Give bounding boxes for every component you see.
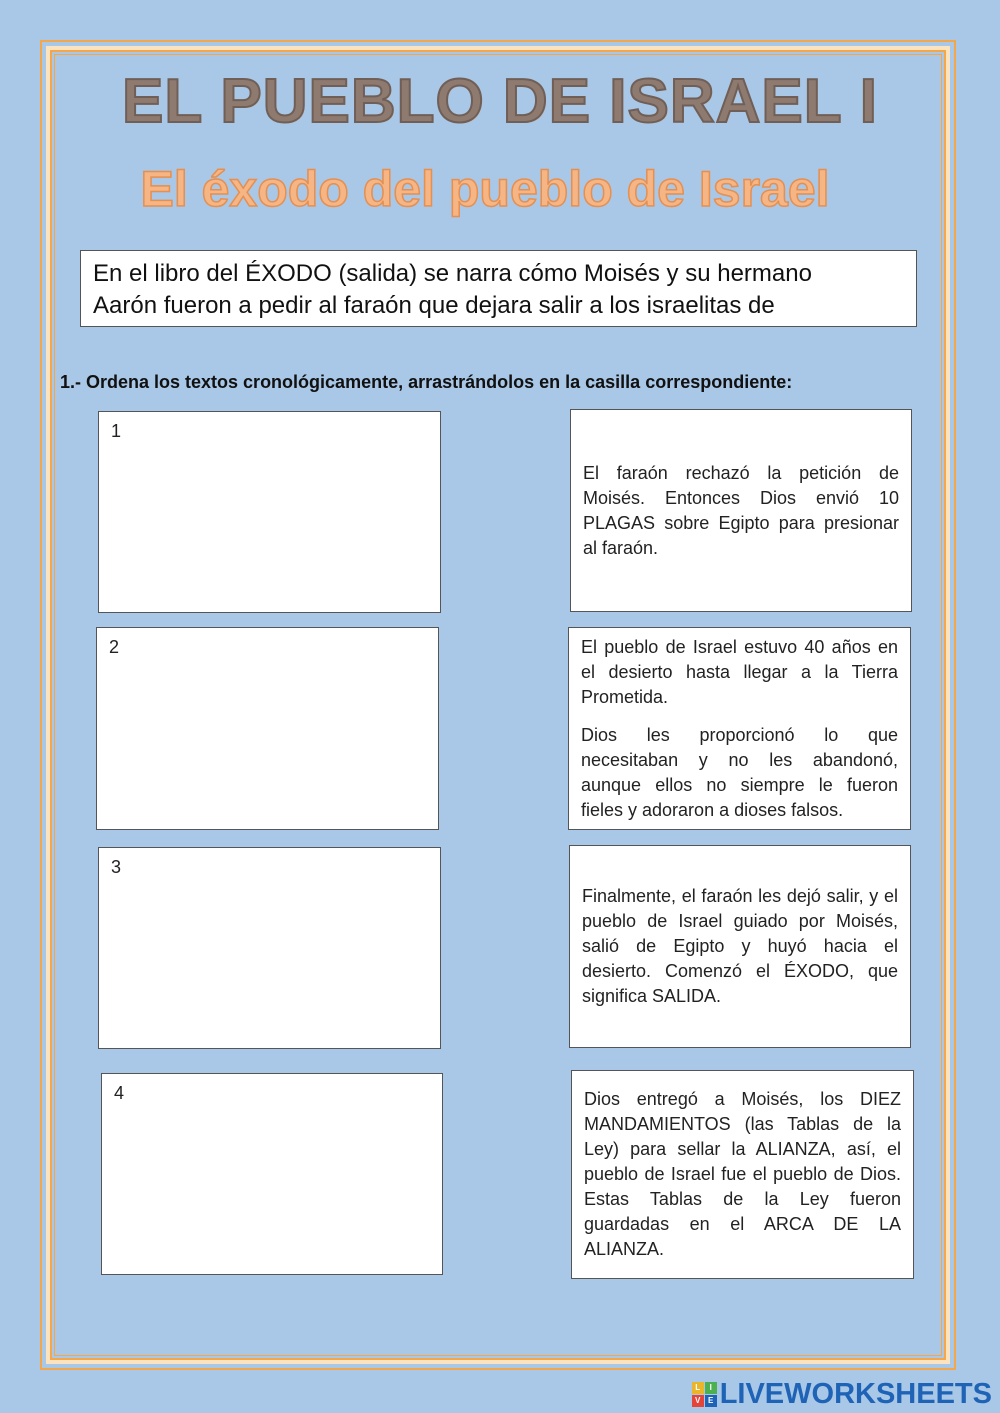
card-text: Dios les proporcionó lo que necesitaban y no les abandonó, aunque ellos no siempre le fueron fieles y adoraron a dioses falsos. bbox=[581, 724, 898, 820]
liveworksheets-logo-icon: L I V E bbox=[692, 1382, 717, 1407]
draggable-card[interactable] bbox=[569, 845, 911, 1048]
card-text: Dios entregó a Moisés, los DIEZ MANDAMIENTOS (las Tablas de la Ley) para sellar la ALIANZA, así, el pueblo de Israel fue el pueblo de Dios. Estas Tablas de la Ley fueron guardadas en el ARCA DE LA ALIANZA. bbox=[584, 1089, 901, 1259]
draggable-card[interactable] bbox=[571, 1070, 914, 1279]
worksheet-title: EL PUEBLO DE ISRAEL I bbox=[122, 67, 878, 136]
intro-line: Aarón fueron a pedir al faraón que dejara salir a los israelitas de bbox=[93, 292, 775, 319]
intro-text-box bbox=[80, 250, 917, 327]
intro-line: En el libro del ÉXODO (salida) se narra cómo Moisés y su hermano bbox=[93, 260, 812, 287]
liveworksheets-logo bbox=[692, 1379, 992, 1409]
logo-text: LIVEWORKSHEETS bbox=[719, 1377, 992, 1410]
draggable-card[interactable] bbox=[570, 409, 912, 612]
exercise-instruction: 1.- Ordena los textos cronológicamente, arrastrándolos en la casilla correspondiente: bbox=[60, 372, 793, 392]
card-text: El pueblo de Israel estuvo 40 años en el desierto hasta llegar a la Tierra Prometida. bbox=[581, 636, 898, 707]
card-text: El faraón rechazó la petición de Moisés. Entonces Dios envió 10 PLAGAS sobre Egipto para presionar al faraón. bbox=[583, 462, 899, 558]
drop-slot-1[interactable] bbox=[98, 411, 441, 613]
drop-slot-2[interactable] bbox=[96, 627, 439, 830]
card-text: Finalmente, el faraón les dejó salir, y el pueblo de Israel guiado por Moisés, salió de Egipto y huyó hacia el desierto. Comenzó el ÉXODO, que significa SALIDA. bbox=[582, 886, 898, 1006]
slot-number: 4 bbox=[114, 1083, 125, 1103]
drop-slot-3[interactable] bbox=[98, 847, 441, 1049]
worksheet-subtitle: El éxodo del pueblo de Israel bbox=[140, 161, 830, 217]
slot-number: 3 bbox=[111, 857, 122, 877]
slot-number: 2 bbox=[109, 637, 120, 657]
draggable-card[interactable] bbox=[568, 627, 911, 830]
drop-slot-4[interactable] bbox=[101, 1073, 443, 1275]
slot-number: 1 bbox=[111, 421, 122, 441]
